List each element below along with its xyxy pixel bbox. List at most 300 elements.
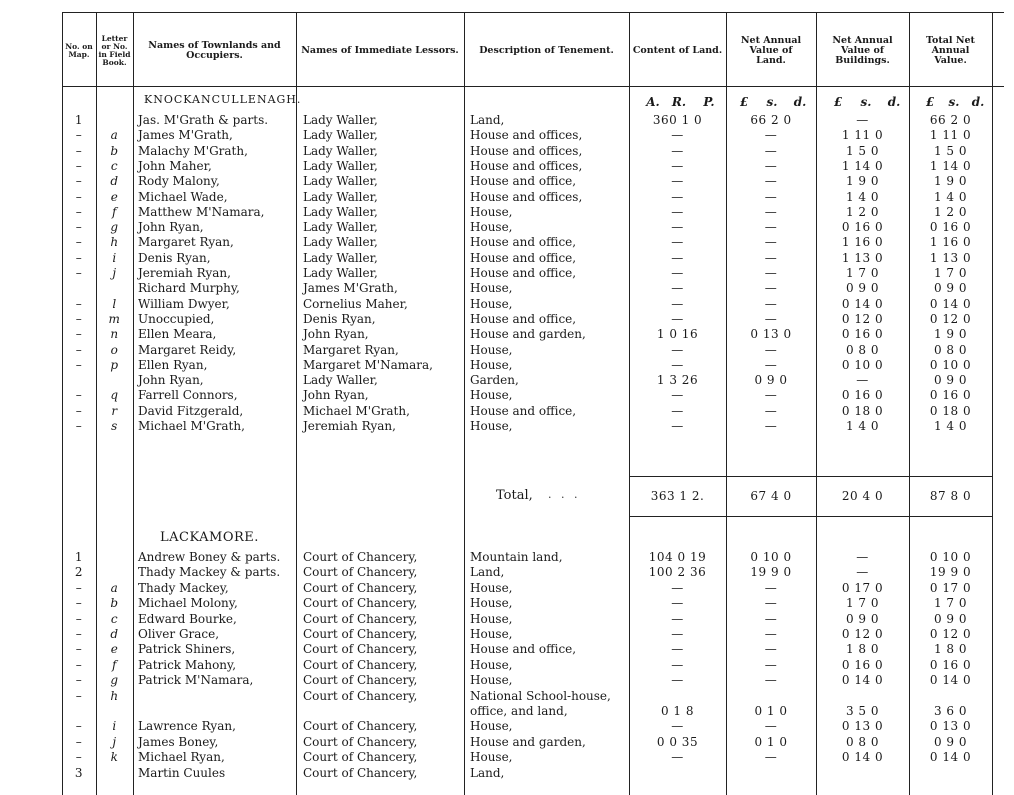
cell-bld: 0 16 0 <box>841 388 884 403</box>
cell-bld: 0 17 0 <box>841 580 884 595</box>
cell-total: 0 18 0 <box>929 403 972 418</box>
cell-lessor: Lady Waller, <box>303 235 378 250</box>
cell-total: 0 16 0 <box>929 388 972 403</box>
cell-content: 100 2 36 <box>648 565 707 580</box>
cell-occupier: John Maher, <box>138 158 212 173</box>
rule-header-bottom <box>62 86 1004 87</box>
unit-perches: P. <box>703 95 715 109</box>
cell-content: — <box>671 419 684 433</box>
cell-bld: 1 7 0 <box>845 266 880 280</box>
cell-land: — <box>764 189 778 204</box>
cell-lessor: Court of Chancery, <box>303 688 418 703</box>
cell-letter: b <box>110 596 119 611</box>
cell-content: — <box>671 281 684 296</box>
cell-total: 0 13 0 <box>929 719 972 734</box>
unit-bld-pence: d. <box>887 95 901 109</box>
cell-land: — <box>764 719 778 734</box>
cell-bld: 1 14 0 <box>841 158 884 173</box>
cell-lessor: John Ryan, <box>303 327 369 342</box>
cell-land: — <box>764 143 778 158</box>
rule-top <box>62 12 1004 13</box>
cell-desc: House, <box>470 750 513 765</box>
cell-bld: 1 7 0 <box>845 596 880 611</box>
cell-content: — <box>671 250 684 265</box>
cell-letter: f <box>112 657 117 672</box>
cell-no: – <box>75 158 83 173</box>
cell-desc: House and office, <box>470 403 577 418</box>
cell-land: — <box>764 627 778 641</box>
cell-land: — <box>764 611 778 626</box>
cell-content: — <box>671 189 684 204</box>
cell-desc: Garden, <box>470 373 519 388</box>
cell-letter: c <box>110 611 119 626</box>
cell-bld: 1 16 0 <box>841 235 884 250</box>
cell-occupier: Jas. M'Grath & parts. <box>138 113 269 127</box>
cell-land: — <box>764 596 778 611</box>
cell-lessor: Lady Waller, <box>303 220 378 235</box>
cell-occupier: John Ryan, <box>138 220 204 235</box>
total-content: 363 1 2. <box>650 489 705 503</box>
cell-lessor: Court of Chancery, <box>303 596 418 611</box>
cell-land: — <box>764 174 778 189</box>
cell-occupier: Oliver Grace, <box>138 627 220 641</box>
cell-occupier: Patrick Mahony, <box>138 657 237 672</box>
cell-occupier: Michael Ryan, <box>138 750 225 765</box>
cell-letter: c <box>110 158 119 173</box>
cell-desc: House, <box>470 296 513 311</box>
cell-no: 1 <box>74 550 84 564</box>
cell-no: – <box>75 388 83 403</box>
cell-total: 1 5 0 <box>933 143 968 158</box>
cell-desc: House, <box>470 220 513 235</box>
cell-land: — <box>764 580 778 595</box>
cell-content: — <box>671 657 684 672</box>
cell-land: — <box>764 403 778 418</box>
cell-lessor: Denis Ryan, <box>303 311 376 326</box>
cell-bld: 0 10 0 <box>841 357 884 372</box>
cell-occupier: Patrick M'Namara, <box>138 673 254 688</box>
cell-lessor: Cornelius Maher, <box>303 296 408 311</box>
cell-occupier: Margaret Reidy, <box>138 342 237 357</box>
cell-occupier: Edward Bourke, <box>138 611 237 626</box>
cell-lessor: Court of Chancery, <box>303 580 418 595</box>
cell-land: 0 1 0 <box>754 704 788 718</box>
cell-desc: Land, <box>470 565 505 580</box>
total-land: 67 4 0 <box>750 489 792 503</box>
cell-no: – <box>75 596 83 611</box>
unit-bld-shillings: s. <box>860 95 872 109</box>
header-letter: Letter or No. in Field Book. <box>98 34 131 67</box>
cell-content: — <box>671 580 684 595</box>
cell-no: – <box>75 657 83 672</box>
cell-bld: 0 14 0 <box>841 673 884 688</box>
cell-total: 0 8 0 <box>933 342 968 357</box>
rule-townland <box>133 12 134 795</box>
cell-letter: i <box>112 250 117 265</box>
cell-lessor: Court of Chancery, <box>303 734 418 749</box>
cell-no: – <box>75 220 83 235</box>
cell-no: – <box>75 327 83 342</box>
cell-content: 0 0 35 <box>656 734 699 749</box>
cell-land: — <box>764 220 778 235</box>
cell-bld: 1 4 0 <box>845 419 880 433</box>
cell-bld: 1 13 0 <box>841 250 884 265</box>
cell-no: – <box>75 419 83 433</box>
cell-bld: 1 4 0 <box>845 189 880 204</box>
cell-lessor: Court of Chancery, <box>303 611 418 626</box>
header-net-buildings: Net Annual Value of Buildings. <box>832 35 893 66</box>
cell-content: 1 0 16 <box>656 327 699 342</box>
cell-letter: j <box>112 266 117 280</box>
rule-desc <box>464 12 465 795</box>
cell-content: — <box>671 266 684 280</box>
cell-no: – <box>75 673 83 688</box>
cell-land: 0 9 0 <box>754 373 788 388</box>
cell-total: 0 9 0 <box>933 611 968 626</box>
cell-occupier: Jeremiah Ryan, <box>138 266 231 280</box>
header-lessors: Names of Immediate Lessors. <box>301 45 459 56</box>
cell-land: — <box>764 128 778 143</box>
cell-desc: House and office, <box>470 174 577 189</box>
cell-content: — <box>671 174 684 189</box>
cell-letter: a <box>110 128 119 143</box>
cell-total: 1 11 0 <box>929 128 972 143</box>
cell-desc: House, <box>470 388 513 403</box>
cell-desc: House, <box>470 342 513 357</box>
cell-letter: l <box>112 296 117 311</box>
cell-letter: h <box>110 688 119 703</box>
cell-letter: e <box>110 189 119 204</box>
cell-total: 3 6 0 <box>933 704 968 718</box>
cell-no: – <box>75 719 83 734</box>
cell-land: — <box>764 419 778 433</box>
cell-lessor: Court of Chancery, <box>303 673 418 688</box>
cell-total: 66 2 0 <box>929 113 972 127</box>
cell-letter: g <box>110 673 119 688</box>
cell-lessor: Lady Waller, <box>303 143 378 158</box>
cell-content: — <box>671 596 684 611</box>
rule-lessor <box>296 12 297 795</box>
cell-occupier: Thady Mackey, <box>138 580 229 595</box>
cell-letter: m <box>108 311 121 326</box>
cell-occupier: Matthew M'Namara, <box>138 204 265 219</box>
total-value: 87 8 0 <box>929 489 972 503</box>
cell-bld: 0 14 0 <box>841 296 884 311</box>
cell-no: 1 <box>74 113 84 127</box>
cell-desc: House, <box>470 204 513 219</box>
cell-no: – <box>75 189 83 204</box>
cell-no: – <box>75 342 83 357</box>
cell-occupier: John Ryan, <box>138 373 204 388</box>
cell-desc: office, and land, <box>470 704 568 718</box>
cell-letter: d <box>110 627 119 641</box>
cell-bld: 0 8 0 <box>845 342 880 357</box>
cell-total: 1 9 0 <box>933 327 968 342</box>
cell-land: 66 2 0 <box>750 113 792 127</box>
cell-content: — <box>671 627 684 641</box>
header-map-no: No. on Map. <box>65 42 93 59</box>
cell-no: 2 <box>74 565 84 580</box>
unit-total-pence: d. <box>971 95 985 109</box>
cell-no: – <box>75 357 83 372</box>
unit-acres: A. <box>646 95 660 109</box>
cell-no: – <box>75 266 83 280</box>
cell-occupier: Patrick Shiners, <box>138 642 236 657</box>
cell-land: 0 10 0 <box>750 550 792 564</box>
cell-total: 1 7 0 <box>933 596 968 611</box>
cell-lessor: Court of Chancery, <box>303 657 418 672</box>
cell-land: — <box>764 657 778 672</box>
cell-content: — <box>671 388 684 403</box>
cell-lessor: Jeremiah Ryan, <box>303 419 396 433</box>
cell-lessor: Court of Chancery, <box>303 627 418 641</box>
total-leader: . . . <box>548 488 581 501</box>
cell-occupier: James Boney, <box>138 734 219 749</box>
cell-occupier: Ellen Meara, <box>138 327 217 342</box>
cell-lessor: Lady Waller, <box>303 174 378 189</box>
cell-lessor: Michael M'Grath, <box>303 403 410 418</box>
cell-no: – <box>75 580 83 595</box>
cell-total: 0 14 0 <box>929 296 972 311</box>
cell-content: — <box>671 311 684 326</box>
cell-letter: j <box>112 734 117 749</box>
cell-occupier: Denis Ryan, <box>138 250 211 265</box>
cell-desc: Land, <box>470 765 505 780</box>
cell-land: — <box>764 250 778 265</box>
cell-content: — <box>671 357 684 372</box>
cell-occupier: Michael Molony, <box>138 596 238 611</box>
cell-content: — <box>671 128 684 143</box>
cell-desc: House, <box>470 611 513 626</box>
header-description: Description of Tenement. <box>479 45 614 56</box>
cell-desc: House and garden, <box>470 734 586 749</box>
cell-desc: Land, <box>470 113 505 127</box>
cell-lessor: Court of Chancery, <box>303 642 418 657</box>
cell-content: — <box>671 642 684 657</box>
cell-total: 1 4 0 <box>933 419 968 433</box>
cell-total: 0 17 0 <box>929 580 972 595</box>
cell-content: — <box>671 673 684 688</box>
cell-occupier: William Dwyer, <box>138 296 230 311</box>
cell-total: 0 9 0 <box>933 281 968 296</box>
cell-bld: 0 16 0 <box>841 220 884 235</box>
cell-letter: k <box>110 750 119 765</box>
cell-land: — <box>764 296 778 311</box>
rule-right <box>992 12 993 795</box>
cell-content: 1 3 26 <box>656 373 699 388</box>
cell-lessor: Lady Waller, <box>303 189 378 204</box>
cell-content: 0 1 8 <box>660 704 695 718</box>
cell-lessor: Court of Chancery, <box>303 719 418 734</box>
cell-land: — <box>764 235 778 250</box>
cell-land: — <box>764 357 778 372</box>
cell-occupier: James M'Grath, <box>138 128 233 143</box>
rule-total-top <box>629 476 992 477</box>
cell-no: – <box>75 403 83 418</box>
cell-content: 104 0 19 <box>648 550 707 564</box>
cell-content: — <box>671 719 684 734</box>
cell-total: 0 14 0 <box>929 750 972 765</box>
cell-letter: r <box>111 403 118 418</box>
cell-content: — <box>671 235 684 250</box>
cell-lessor: Lady Waller, <box>303 204 378 219</box>
cell-lessor: Court of Chancery, <box>303 765 418 780</box>
cell-content: — <box>671 750 684 765</box>
cell-no: – <box>75 688 83 703</box>
cell-no: – <box>75 204 83 219</box>
cell-content: — <box>671 158 684 173</box>
cell-occupier: Andrew Boney & parts. <box>138 550 281 564</box>
rule-total-bottom <box>629 516 992 517</box>
cell-desc: House, <box>470 281 513 296</box>
cell-bld: 0 12 0 <box>841 311 884 326</box>
cell-occupier: Michael M'Grath, <box>138 419 245 433</box>
cell-occupier: Martin Cuules <box>138 765 226 780</box>
cell-bld: 1 8 0 <box>845 642 880 657</box>
cell-no: – <box>75 750 83 765</box>
header-townlands: Names of Townlands and Occupiers. <box>148 40 281 61</box>
cell-lessor: Lady Waller, <box>303 250 378 265</box>
cell-content: — <box>671 296 684 311</box>
cell-occupier: Margaret Ryan, <box>138 235 234 250</box>
cell-letter: s <box>111 419 118 433</box>
cell-land: — <box>764 158 778 173</box>
cell-land: 19 9 0 <box>750 565 792 580</box>
header-content: Content of Land. <box>632 45 723 56</box>
cell-bld: 0 9 0 <box>845 281 880 296</box>
cell-desc: House and garden, <box>470 327 586 342</box>
cell-desc: House and offices, <box>470 158 583 173</box>
cell-lessor: Lady Waller, <box>303 266 378 280</box>
cell-desc: House and office, <box>470 642 577 657</box>
cell-total: 0 10 0 <box>929 357 972 372</box>
cell-lessor: Lady Waller, <box>303 373 378 388</box>
cell-total: 1 2 0 <box>933 204 968 219</box>
cell-content: — <box>671 204 684 219</box>
cell-total: 1 4 0 <box>933 189 968 204</box>
cell-occupier: Unoccupied, <box>138 311 215 326</box>
cell-desc: House and office, <box>470 266 577 280</box>
cell-bld: — <box>856 565 869 580</box>
cell-bld: 1 11 0 <box>841 128 884 143</box>
cell-total: 1 8 0 <box>933 642 968 657</box>
cell-content: — <box>671 611 684 626</box>
cell-total: 0 10 0 <box>929 550 972 564</box>
cell-no: – <box>75 642 83 657</box>
cell-total: 1 16 0 <box>929 235 972 250</box>
cell-letter: o <box>110 342 119 357</box>
total-buildings: 20 4 0 <box>841 489 884 503</box>
cell-desc: Mountain land, <box>470 550 563 564</box>
cell-land: — <box>764 311 778 326</box>
header-net-land: Net Annual Value of Land. <box>740 35 802 66</box>
cell-desc: House, <box>470 673 513 688</box>
cell-lessor: Lady Waller, <box>303 113 378 127</box>
cell-bld: — <box>856 550 869 564</box>
cell-occupier: Rody Malony, <box>138 174 220 189</box>
cell-desc: House and office, <box>470 311 577 326</box>
cell-no: – <box>75 235 83 250</box>
section-title: KNOCKANCULLENAGH. <box>144 93 302 106</box>
cell-bld: 1 2 0 <box>845 204 880 219</box>
cell-land: — <box>764 342 778 357</box>
cell-content: 360 1 0 <box>652 113 703 127</box>
cell-content: — <box>671 220 684 235</box>
cell-total: 0 16 0 <box>929 657 972 672</box>
cell-total: 0 12 0 <box>929 311 972 326</box>
unit-land-shillings: s. <box>766 95 778 109</box>
cell-no: – <box>75 611 83 626</box>
cell-bld: 0 18 0 <box>841 403 884 418</box>
cell-lessor: Lady Waller, <box>303 158 378 173</box>
cell-occupier: Thady Mackey & parts. <box>138 565 281 580</box>
cell-total: 0 14 0 <box>929 673 972 688</box>
unit-land-pence: d. <box>793 95 807 109</box>
cell-letter: g <box>110 220 119 235</box>
cell-land: 0 1 0 <box>754 734 788 749</box>
cell-no: – <box>75 296 83 311</box>
cell-letter: e <box>110 642 119 657</box>
cell-land: — <box>764 266 778 280</box>
cell-letter: d <box>110 174 119 189</box>
cell-bld: 1 5 0 <box>845 143 880 158</box>
cell-total: 0 12 0 <box>929 627 972 641</box>
section-title: LACKAMORE. <box>160 530 259 545</box>
cell-total: 1 9 0 <box>933 174 968 189</box>
cell-land: — <box>764 204 778 219</box>
cell-desc: House and office, <box>470 250 577 265</box>
unit-land-pounds: £ <box>739 95 749 109</box>
cell-content: — <box>671 143 684 158</box>
cell-desc: House and offices, <box>470 143 583 158</box>
cell-letter: f <box>112 204 117 219</box>
cell-bld: 0 12 0 <box>841 627 884 641</box>
cell-total: 1 13 0 <box>929 250 972 265</box>
cell-bld: 0 9 0 <box>845 611 880 626</box>
cell-no: – <box>75 174 83 189</box>
cell-total: 1 7 0 <box>933 266 968 280</box>
cell-land: — <box>764 642 778 657</box>
cell-total: 19 9 0 <box>929 565 972 580</box>
cell-occupier: Michael Wade, <box>138 189 228 204</box>
cell-desc: House, <box>470 419 513 433</box>
cell-bld: 0 13 0 <box>841 719 884 734</box>
unit-bld-pounds: £ <box>833 95 843 109</box>
cell-land: — <box>764 673 778 688</box>
cell-occupier: Malachy M'Grath, <box>138 143 248 158</box>
cell-letter: h <box>110 235 119 250</box>
header-total: Total Net Annual Value. <box>926 35 975 66</box>
cell-lessor: John Ryan, <box>303 388 369 403</box>
cell-occupier: David Fitzgerald, <box>138 403 244 418</box>
cell-land: 0 13 0 <box>750 327 792 342</box>
cell-lessor: Court of Chancery, <box>303 565 418 580</box>
cell-lessor: Court of Chancery, <box>303 550 418 564</box>
cell-desc: House, <box>470 580 513 595</box>
cell-desc: House, <box>470 719 513 734</box>
cell-letter: n <box>110 327 119 342</box>
cell-occupier: Richard Murphy, <box>138 281 240 296</box>
cell-desc: House and offices, <box>470 189 583 204</box>
cell-land: — <box>764 388 778 403</box>
cell-lessor: James M'Grath, <box>303 281 398 296</box>
cell-letter: b <box>110 143 119 158</box>
cell-land: — <box>764 750 778 765</box>
cell-total: 0 9 0 <box>933 734 968 749</box>
cell-total: 0 16 0 <box>929 220 972 235</box>
cell-occupier: Farrell Connors, <box>138 388 238 403</box>
unit-total-shillings: s. <box>948 95 960 109</box>
